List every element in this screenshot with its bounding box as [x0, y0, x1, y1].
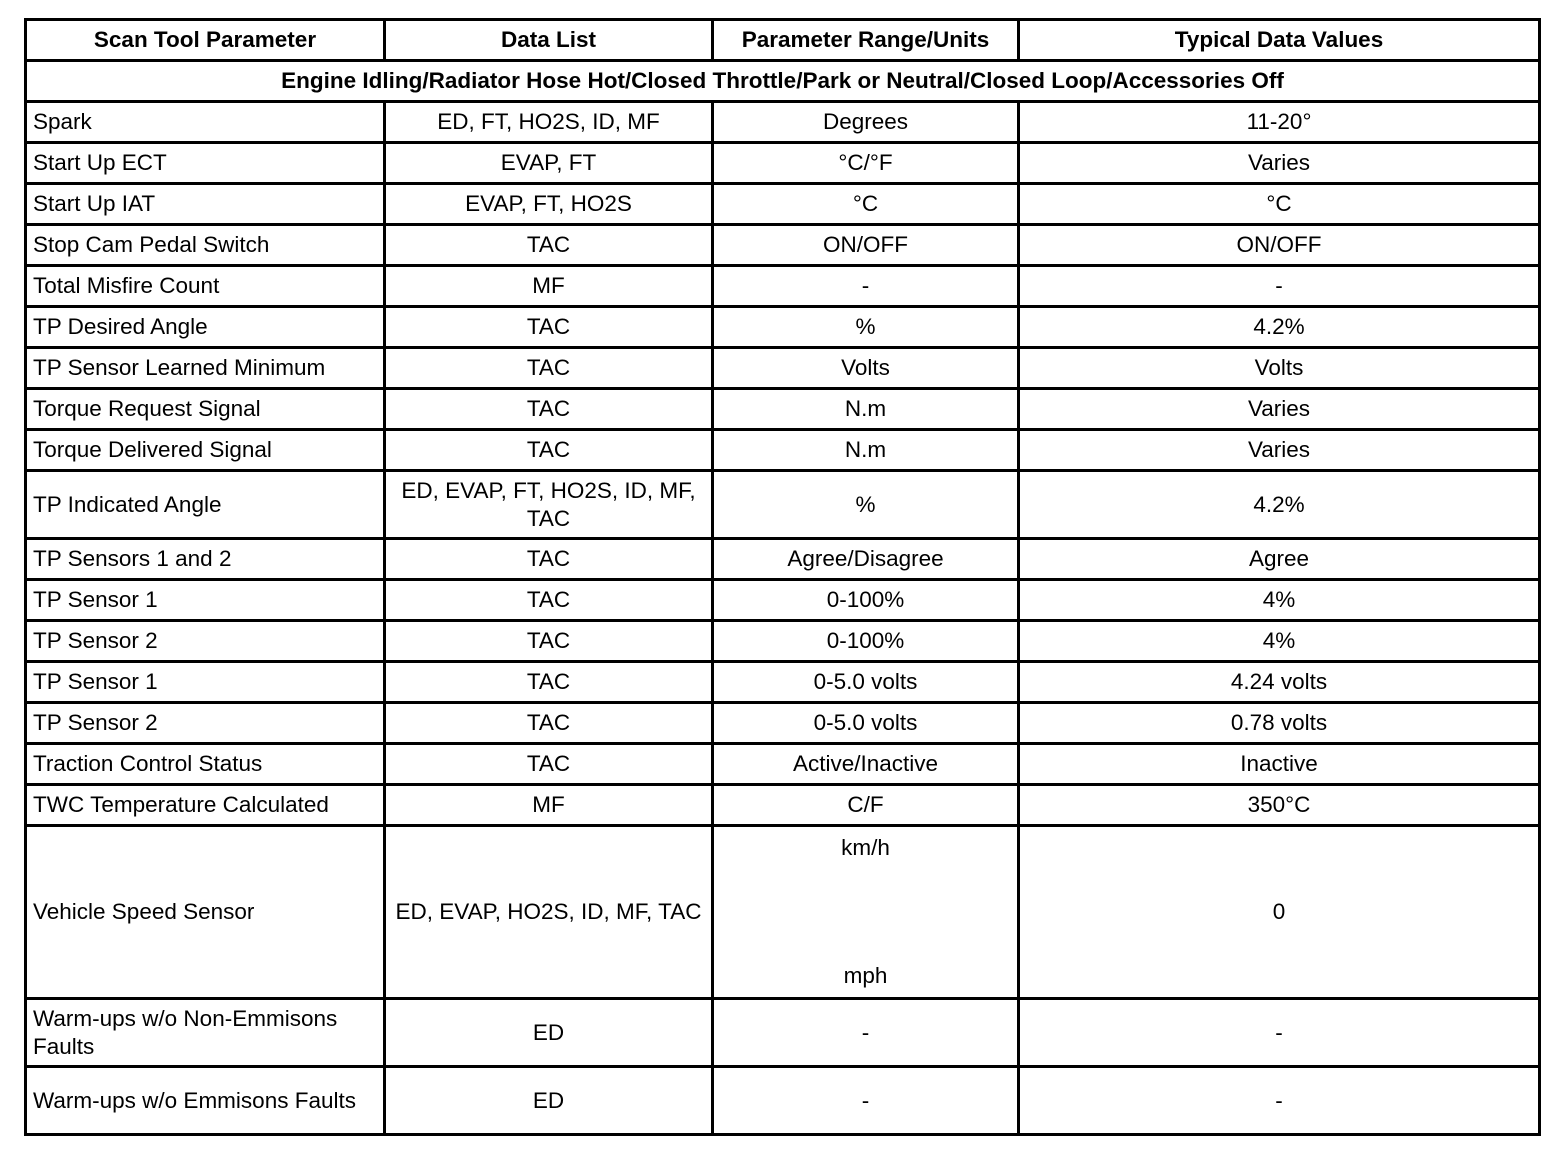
param-cell: Vehicle Speed Sensor [26, 826, 385, 999]
data-list-cell: TAC [385, 307, 713, 348]
typical-cell: Varies [1019, 430, 1540, 471]
data-list-cell: ED, EVAP, FT, HO2S, ID, MF, TAC [385, 471, 713, 539]
typical-cell: Varies [1019, 389, 1540, 430]
data-list-cell: TAC [385, 662, 713, 703]
table-row [26, 430, 1540, 471]
range-cell: Agree/Disagree [713, 539, 1019, 580]
typical-cell: - [1019, 1067, 1540, 1135]
data-list-cell: MF [385, 266, 713, 307]
data-list-cell: TAC [385, 430, 713, 471]
param-cell: Torque Delivered Signal [26, 430, 385, 471]
typical-cell: 11-20° [1019, 102, 1540, 143]
data-list-cell: MF [385, 785, 713, 826]
typical-cell: 4% [1019, 621, 1540, 662]
typical-cell: °C [1019, 184, 1540, 225]
param-cell: Start Up IAT [26, 184, 385, 225]
table-row [26, 703, 1540, 744]
param-cell: Stop Cam Pedal Switch [26, 225, 385, 266]
table-row [26, 143, 1540, 184]
range-cell: 0-100% [713, 621, 1019, 662]
data-list-cell: ED, EVAP, HO2S, ID, MF, TAC [385, 826, 713, 999]
data-list-cell: EVAP, FT, HO2S [385, 184, 713, 225]
vss-units-stack [720, 834, 1011, 990]
data-list-cell: TAC [385, 621, 713, 662]
table-row [26, 471, 1540, 539]
range-cell: Volts [713, 348, 1019, 389]
range-unit-kmh: km/h [841, 835, 890, 860]
range-cell: - [713, 1067, 1019, 1135]
range-cell: Degrees [713, 102, 1019, 143]
range-cell: ON/OFF [713, 225, 1019, 266]
typical-cell: 4% [1019, 580, 1540, 621]
table-row [26, 744, 1540, 785]
typical-cell: 0 [1019, 826, 1540, 999]
param-cell: TP Sensor 2 [26, 621, 385, 662]
condition-row [26, 61, 1540, 102]
typical-cell: ON/OFF [1019, 225, 1540, 266]
typical-cell: Volts [1019, 348, 1540, 389]
range-cell: N.m [713, 430, 1019, 471]
typical-cell: Inactive [1019, 744, 1540, 785]
table-row [26, 539, 1540, 580]
param-cell: Warm-ups w/o Emmisons Faults [26, 1067, 385, 1135]
table-row [26, 225, 1540, 266]
range-cell: 0-5.0 volts [713, 703, 1019, 744]
range-cell: °C/°F [713, 143, 1019, 184]
scan-tool-data-table [24, 18, 1541, 1136]
param-cell: TP Sensor Learned Minimum [26, 348, 385, 389]
data-list-cell: TAC [385, 389, 713, 430]
typical-cell: 4.24 volts [1019, 662, 1540, 703]
table-row-vehicle-speed [26, 826, 1540, 999]
param-cell: TP Sensor 2 [26, 703, 385, 744]
range-cell: °C [713, 184, 1019, 225]
header-row [26, 20, 1540, 61]
table-row [26, 999, 1540, 1067]
typical-cell: - [1019, 999, 1540, 1067]
param-cell: TP Sensors 1 and 2 [26, 539, 385, 580]
param-cell: TP Indicated Angle [26, 471, 385, 539]
data-list-cell: EVAP, FT [385, 143, 713, 184]
header-parameter-range-units: Parameter Range/Units [713, 20, 1019, 61]
param-cell: TP Sensor 1 [26, 662, 385, 703]
header-scan-tool-parameter: Scan Tool Parameter [26, 20, 385, 61]
param-cell: Start Up ECT [26, 143, 385, 184]
table-row [26, 184, 1540, 225]
param-cell: TWC Temperature Calculated [26, 785, 385, 826]
typical-cell: - [1019, 266, 1540, 307]
param-cell: TP Desired Angle [26, 307, 385, 348]
operating-condition: Engine Idling/Radiator Hose Hot/Closed Throttle/Park or Neutral/Closed Loop/Accessories Off [26, 61, 1540, 102]
table-row [26, 307, 1540, 348]
param-cell: Spark [26, 102, 385, 143]
table-row [26, 662, 1540, 703]
param-cell: Total Misfire Count [26, 266, 385, 307]
header-data-list: Data List [385, 20, 713, 61]
data-list-cell: ED [385, 999, 713, 1067]
header-typical-data-values: Typical Data Values [1019, 20, 1540, 61]
typical-cell: Varies [1019, 143, 1540, 184]
table-row [26, 621, 1540, 662]
range-cell [713, 826, 1019, 999]
table-row [26, 102, 1540, 143]
param-cell: TP Sensor 1 [26, 580, 385, 621]
range-cell: - [713, 999, 1019, 1067]
range-cell: 0-5.0 volts [713, 662, 1019, 703]
typical-cell: 350°C [1019, 785, 1540, 826]
data-list-cell: TAC [385, 539, 713, 580]
typical-cell: Agree [1019, 539, 1540, 580]
data-list-cell: TAC [385, 225, 713, 266]
table-row [26, 1067, 1540, 1135]
data-list-cell: TAC [385, 703, 713, 744]
param-cell: Traction Control Status [26, 744, 385, 785]
range-cell: % [713, 471, 1019, 539]
typical-cell: 4.2% [1019, 471, 1540, 539]
table-row [26, 580, 1540, 621]
data-list-cell: TAC [385, 580, 713, 621]
table-row [26, 785, 1540, 826]
table-row [26, 266, 1540, 307]
range-cell: Active/Inactive [713, 744, 1019, 785]
data-list-cell: ED, FT, HO2S, ID, MF [385, 102, 713, 143]
data-list-cell: TAC [385, 744, 713, 785]
range-cell: 0-100% [713, 580, 1019, 621]
data-list-cell: TAC [385, 348, 713, 389]
typical-cell: 0.78 volts [1019, 703, 1540, 744]
table-row [26, 348, 1540, 389]
range-unit-mph: mph [843, 963, 888, 988]
range-cell: % [713, 307, 1019, 348]
data-list-cell: ED [385, 1067, 713, 1135]
param-cell: Warm-ups w/o Non-Emmisons Faults [26, 999, 385, 1067]
range-cell: - [713, 266, 1019, 307]
param-cell: Torque Request Signal [26, 389, 385, 430]
table-row [26, 389, 1540, 430]
range-cell: C/F [713, 785, 1019, 826]
typical-cell: 4.2% [1019, 307, 1540, 348]
range-cell: N.m [713, 389, 1019, 430]
